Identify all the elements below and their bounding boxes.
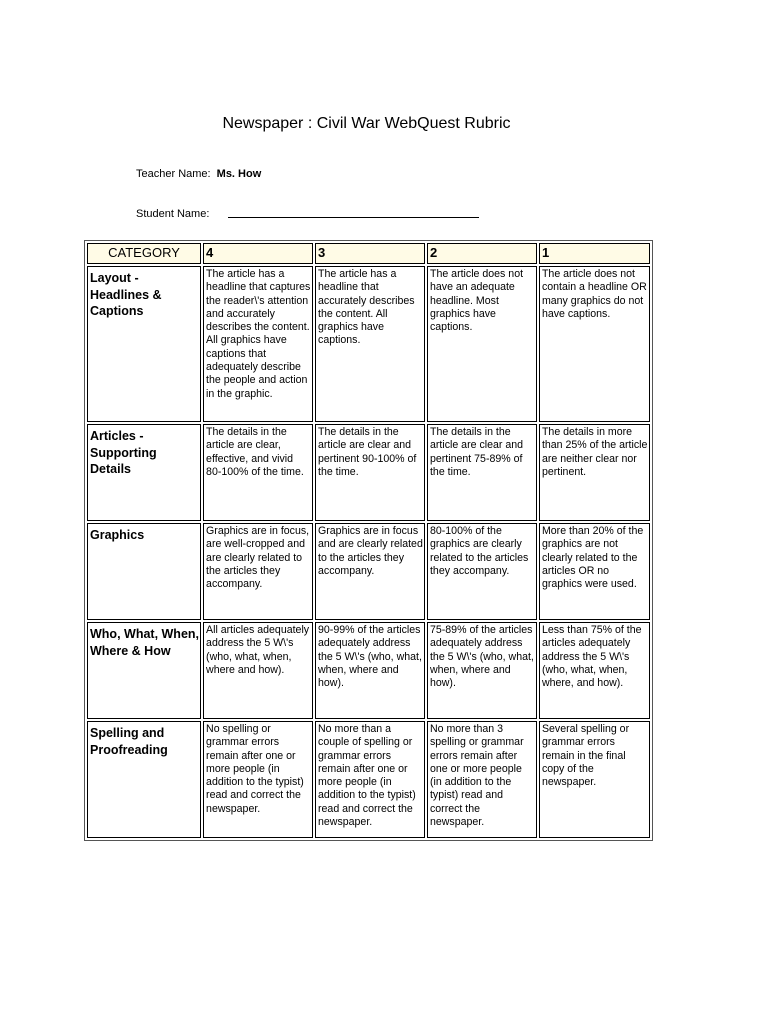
header-score-2: 2 [427, 243, 537, 264]
page-title: Newspaper : Civil War WebQuest Rubric [222, 115, 511, 132]
category-cell: Graphics [87, 523, 201, 620]
student-name-blank-line [228, 217, 479, 218]
criteria-cell-4: The article has a headline that captures the reader\'s attention and accurately describes the content. All graphics have captions that adequately describe the people and action in the graphic. [203, 266, 313, 422]
category-cell: Spelling and Proofreading [87, 721, 201, 838]
criteria-cell-3: Graphics are in focus and are clearly related to the articles they accompany. [315, 523, 425, 620]
teacher-name-label: Teacher Name: [136, 168, 211, 180]
criteria-cell-4: Graphics are in focus, are well-cropped and are clearly related to the articles they accompany. [203, 523, 313, 620]
header-score-1: 1 [539, 243, 650, 264]
criteria-cell-4: The details in the article are clear, effective, and vivid 80-100% of the time. [203, 424, 313, 521]
rubric-row-spelling [87, 721, 650, 838]
criteria-cell-2: The details in the article are clear and pertinent 75-89% of the time. [427, 424, 537, 521]
header-score-3: 3 [315, 243, 425, 264]
criteria-cell-3: 90-99% of the articles adequately address the 5 W\'s (who, what, when, where and how). [315, 622, 425, 719]
student-name-label: Student Name: [136, 208, 210, 220]
criteria-cell-1: Less than 75% of the articles adequately address the 5 W\'s (who, what, when, where, and how). [539, 622, 650, 719]
criteria-cell-2: No more than 3 spelling or grammar errors remain after one or more people (in addition to the typist) read and correct the newspaper. [427, 721, 537, 838]
rubric-row-articles [87, 424, 650, 521]
rubric-table [84, 240, 653, 841]
teacher-name-row [136, 167, 261, 181]
criteria-cell-2: 75-89% of the articles adequately address the 5 W\'s (who, what, when, where and how). [427, 622, 537, 719]
rubric-row-who-what [87, 622, 650, 719]
rubric-row-graphics [87, 523, 650, 620]
criteria-cell-3: No more than a couple of spelling or grammar errors remain after one or more people (in addition to the typist) read and correct the newspaper. [315, 721, 425, 838]
criteria-cell-4: All articles adequately address the 5 W\'s (who, what, when, where and how). [203, 622, 313, 719]
criteria-cell-1: Several spelling or grammar errors remain in the final copy of the newspaper. [539, 721, 650, 838]
criteria-cell-3: The details in the article are clear and pertinent 90-100% of the time. [315, 424, 425, 521]
criteria-cell-4: No spelling or grammar errors remain after one or more people (in addition to the typist) read and correct the newspaper. [203, 721, 313, 838]
criteria-cell-2: The article does not have an adequate headline. Most graphics have captions. [427, 266, 537, 422]
header-category: CATEGORY [87, 243, 201, 264]
category-cell: Who, What, When, Where & How [87, 622, 201, 719]
category-cell: Layout - Headlines & Captions [87, 266, 201, 422]
criteria-cell-3: The article has a headline that accurately describes the content. All graphics have captions. [315, 266, 425, 422]
criteria-cell-1: The article does not contain a headline OR many graphics do not have captions. [539, 266, 650, 422]
rubric-header-row [87, 243, 650, 264]
criteria-cell-2: 80-100% of the graphics are clearly related to the articles they accompany. [427, 523, 537, 620]
header-score-4: 4 [203, 243, 313, 264]
criteria-cell-1: More than 20% of the graphics are not clearly related to the articles OR no graphics were used. [539, 523, 650, 620]
criteria-cell-1: The details in more than 25% of the article are neither clear nor pertinent. [539, 424, 650, 521]
rubric-row-layout [87, 266, 650, 422]
student-name-row [136, 207, 209, 221]
teacher-name-value: Ms. How [216, 168, 262, 180]
category-cell: Articles - Supporting Details [87, 424, 201, 521]
